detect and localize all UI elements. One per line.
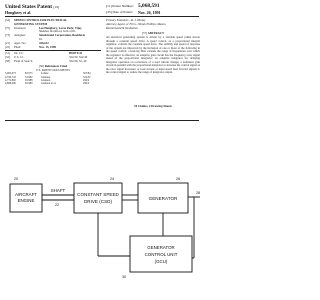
field-label: Field of Search [14, 58, 33, 63]
ref-number: 3,902,073 [5, 72, 16, 76]
filed-code: [22] [5, 44, 10, 49]
aircraft-engine-label-2: ENGINE [17, 198, 35, 203]
field-code: [58] [5, 58, 10, 63]
references-code: [56] [38, 63, 44, 68]
ref-number: 4,330,743 [5, 75, 16, 79]
ref-numeral: 30 [122, 275, 126, 279]
ref-date: 9/1989 [25, 82, 33, 86]
intcl-code: [51] [5, 51, 10, 56]
invention-title-line2: GENERATING SYSTEM [14, 21, 48, 26]
csd-box [74, 183, 122, 213]
ref-date: 5/1982 [25, 75, 33, 79]
ref-class: 307/84 [83, 72, 91, 76]
ref-date: 9/1988 [25, 78, 33, 82]
abstract-title: ABSTRACT [147, 31, 164, 36]
inventors-value: Lee Hongbery, Loves Park; Vijay [39, 25, 82, 30]
ref-class: 290/4 [83, 82, 90, 86]
gcu-label-1: GENERATOR [147, 245, 175, 250]
gcu-label-2: CONTROL UNIT [144, 252, 178, 257]
ref-number: 4,868,406 [5, 82, 16, 86]
csd-label-1: CONSTANT SPEED [77, 192, 119, 197]
references-subtitle: U.S. PATENT DOCUMENTS [36, 68, 70, 72]
uscl-code: [52] [5, 55, 10, 60]
ref-numeral: 22 [55, 203, 59, 207]
inventors-code: [75] [5, 25, 10, 30]
invention-title: SPEED CONTROL FOR ELECTRICAL [14, 18, 68, 22]
intcl-label: Int. Cl.⁵ [14, 51, 24, 56]
references-heading: References Cited [44, 63, 68, 68]
inventor-short-name: Hongbery et al. [5, 10, 32, 15]
title-code: [54] [5, 18, 10, 22]
aircraft-engine-label-1: AIRCRAFT [15, 192, 37, 197]
ref-date: 8/1975 [25, 72, 33, 76]
attorney-agent-line2: Recktenwald & VanSanten [106, 25, 138, 30]
abstract-text: An electrical generating system is driven by a variable speed prime mover through a constant speed drive. A speed control, as a proportional integral regulator, controls the constant speed drive. The stability and speed of response of the system are improved by the inclusion of one or more of the following in the speed control: a lead-lag filter extends the range of frequencies over which the regulator is effective; an adaptive gain circuit has the frequency error signal ahead of the proportional integrator; an adaptive integrator for delaying integrator operation on occurrence of a load current change; a nonlinear gain circuit in parallel with the proportional integrator to increase the control signal as the error signal increases; or load current or input speed feed forward signals to the control signal to reduce the range of integrator output. [106, 36, 200, 75]
patent-number: 5,068,591 [138, 3, 160, 9]
generator-label: GENERATOR [148, 196, 178, 201]
uscl-value: 322/32; 322/40 [69, 55, 88, 60]
primary-examiner: Primary Examiner—R. J. Hickey [106, 18, 146, 22]
office-name: United States Patent [5, 4, 53, 10]
assignee-value-line2: Ill. [39, 36, 43, 41]
ref-inventor: Glennon et al. [41, 82, 57, 86]
ref-inventor: Lafuze [41, 72, 49, 76]
patent-date-label: [45] Date of Patent: [106, 10, 133, 14]
abstract-code: [57] [142, 31, 148, 36]
ref-numeral: 24 [110, 177, 114, 181]
appl-code: [21] [5, 40, 10, 45]
shaft-label: SHAFT [50, 188, 66, 193]
patent-date: Nov. 26, 1991 [138, 10, 161, 15]
csd-label-2: DRIVE (CSD) [83, 199, 113, 204]
appl-number: 436,612 [39, 40, 49, 45]
intcl-value: H02P 9/42 [69, 51, 83, 56]
ref-class: 322/32 [83, 75, 91, 79]
inventors-label: Inventors: [14, 25, 27, 30]
gcu-label-3: (GCU) [154, 259, 168, 264]
ref-class: 290/4 [83, 78, 90, 82]
patent-number-label: [11] Patent Number: [106, 4, 134, 8]
appl-label: Appl. No.: [14, 40, 27, 45]
assignee-value: Sundstrand Corporation, Rockford, [39, 33, 86, 38]
assignee-label: Assignee: [14, 33, 26, 38]
ref-numeral: 20 [14, 177, 18, 181]
ref-numeral: 28 [196, 191, 200, 195]
assignee-code: [73] [5, 33, 10, 38]
ref-number: 4,772,802 [5, 78, 16, 82]
filed-label: Filed: [14, 44, 22, 49]
attorney-agent: Attorney, Agent, or Firm—Wood, Phillips, Mason, [106, 22, 167, 26]
inventors-value-line2: Shekhar, Rockford, both of Ill. [39, 29, 76, 34]
ref-inventor: Glennon [41, 78, 51, 82]
field-value: 322/29, 32, 40 [69, 58, 87, 63]
filed-date: Nov. 15, 1989 [39, 44, 57, 49]
ref-numeral: 26 [176, 177, 180, 181]
office-code: [19] [53, 5, 60, 9]
uscl-label: U.S. Cl. [14, 55, 24, 60]
claims-summary: 10 Claims, 2 Drawing Sheets [134, 104, 172, 109]
ref-inventor: Glennon [41, 75, 51, 79]
